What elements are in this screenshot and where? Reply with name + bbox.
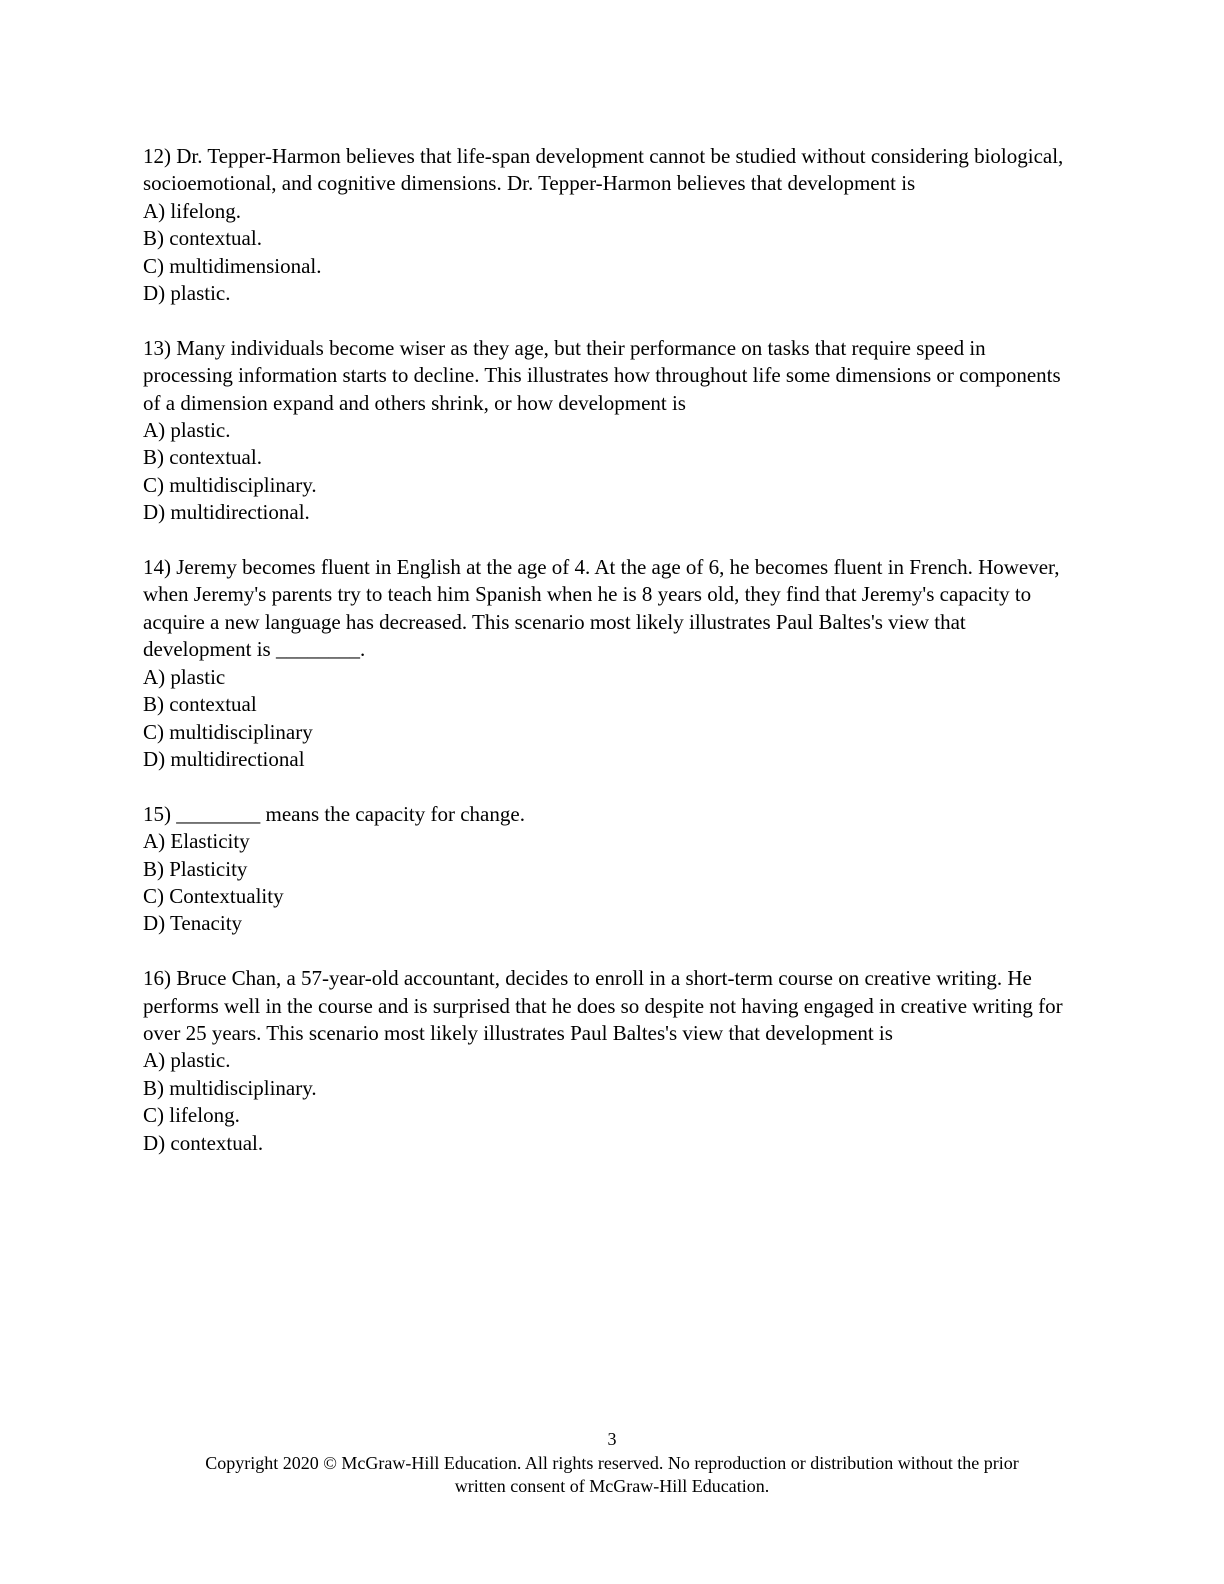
- option-b: B) contextual.: [143, 445, 262, 470]
- option-d: D) multidirectional: [143, 746, 305, 771]
- question-stem: 14) Jeremy becomes fluent in English at the age of 4. At the age of 6, he becomes fluent in French. However, when Jeremy's parents try to teach him Spanish when he is 8 years old, they find that Jeremy's capacity to acquire a new language has decreased. This scenario most likely illustrates Paul Baltes's view that development is ________.: [143, 555, 1060, 662]
- question-13: [143, 335, 1073, 527]
- option-d: D) multidirectional.: [143, 500, 310, 525]
- option-c: C) multidisciplinary: [143, 719, 313, 744]
- option-b: B) contextual: [143, 692, 257, 717]
- option-c: C) Contextuality: [143, 883, 284, 908]
- option-c: C) multidisciplinary.: [143, 472, 317, 497]
- option-c: C) multidimensional.: [143, 253, 322, 278]
- copyright-line-1: Copyright 2020 © McGraw-Hill Education. All rights reserved. No reproduction or distribution without the prior: [205, 1453, 1019, 1473]
- question-stem: 16) Bruce Chan, a 57-year-old accountant, decides to enroll in a short-term course on creative writing. He performs well in the course and is surprised that he does so despite not having engaged in creative writing for over 25 years. This scenario most likely illustrates Paul Baltes's view that development is: [143, 966, 1063, 1045]
- option-b: B) contextual.: [143, 226, 262, 251]
- question-stem: 15) ________ means the capacity for change.: [143, 801, 525, 826]
- question-14: [143, 554, 1073, 773]
- option-c: C) lifelong.: [143, 1103, 240, 1128]
- copyright-notice: [0, 1452, 1224, 1498]
- option-d: D) plastic.: [143, 281, 231, 306]
- option-a: A) plastic.: [143, 418, 231, 443]
- option-a: A) lifelong.: [143, 198, 241, 223]
- option-a: A) Elasticity: [143, 829, 250, 854]
- option-a: A) plastic: [143, 664, 226, 689]
- option-b: B) multidisciplinary.: [143, 1075, 317, 1100]
- question-stem: 13) Many individuals become wiser as they age, but their performance on tasks that require speed in processing information starts to decline. This illustrates how throughout life some dimensions or components of a dimension expand and others shrink, or how development is: [143, 335, 1061, 415]
- option-a: A) plastic.: [143, 1048, 231, 1073]
- option-d: D) Tenacity: [143, 911, 243, 936]
- question-stem: 12) Dr. Tepper-Harmon believes that life-span development cannot be studied without considering biological, socioemotional, and cognitive dimensions. Dr. Tepper-Harmon believes that development is: [143, 144, 1064, 196]
- page-number: 3: [607, 1429, 617, 1449]
- question-16: [143, 965, 1073, 1157]
- question-list: [143, 143, 1073, 1184]
- option-b: B) Plasticity: [143, 856, 248, 881]
- option-d: D) contextual.: [143, 1130, 264, 1155]
- question-15: [143, 801, 1073, 938]
- question-12: [143, 143, 1073, 307]
- copyright-line-2: written consent of McGraw-Hill Education.: [454, 1476, 770, 1496]
